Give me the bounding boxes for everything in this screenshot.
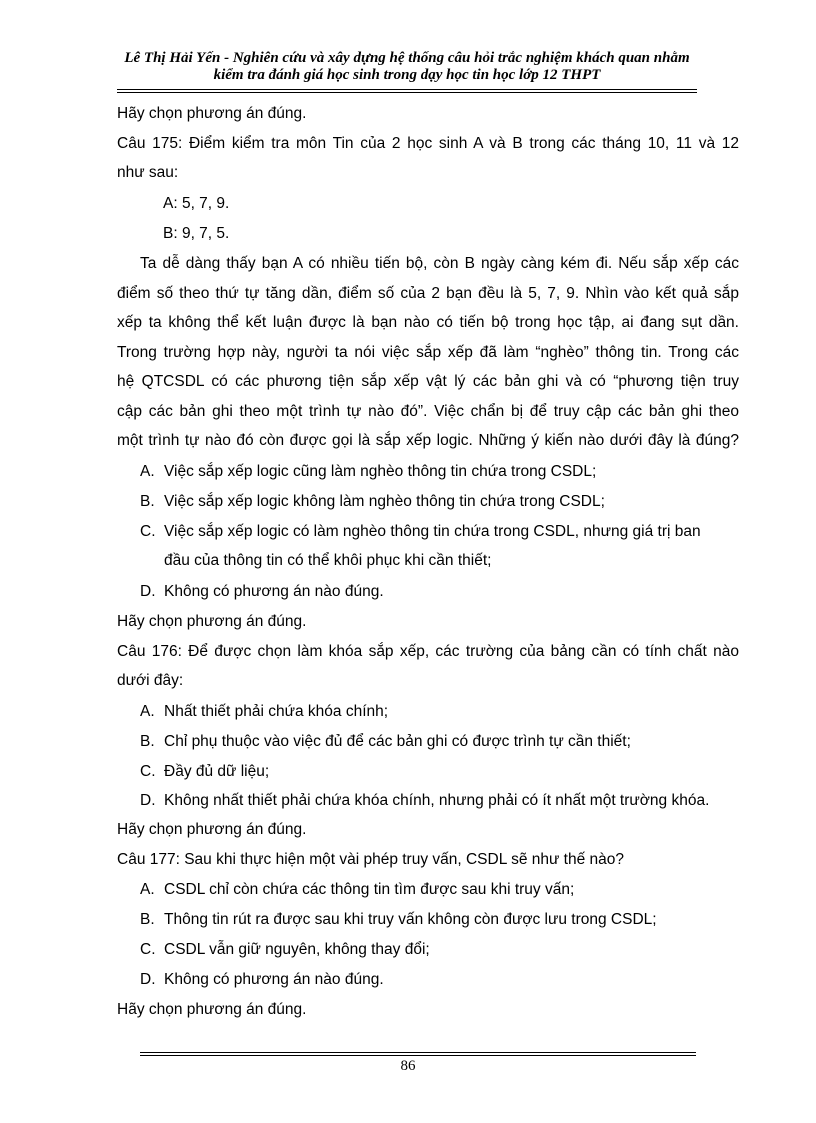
option-175-b	[140, 492, 762, 512]
paragraph-line: cập các bản ghi theo một trình tự nào đó”. Việc chẩn bị để truy cập các bản ghi theo	[117, 403, 739, 420]
option-175-c	[140, 522, 762, 542]
footer-rule	[140, 1052, 696, 1056]
option-175-d	[140, 582, 762, 602]
option-label: C.	[140, 941, 156, 958]
question-177-text: Câu 177: Sau khi thực hiện một vài phép truy vấn, CSDL sẽ như thế nào?	[117, 851, 625, 868]
paragraph-line: Ta dễ dàng thấy bạn A có nhiều tiến bộ, còn B ngày càng kém đi. Nếu sắp xếp các	[140, 255, 739, 272]
question-176-text: Câu 176: Để được chọn làm khóa sắp xếp, các trường của bảng cần có tính chất nào	[117, 643, 739, 660]
paragraph-line: điểm số theo thứ tự tăng dần, điểm số của 2 bạn đều là 5, 7, 9. Nhìn vào kết quả sắp	[117, 285, 739, 302]
option-text: Không có phương án nào đúng.	[164, 583, 384, 600]
score-b: B: 9, 7, 5.	[163, 225, 230, 242]
header-line-1: Lê Thị Hải Yến - Nghiên cứu và xây dựng hệ thống câu hỏi trắc nghiệm khách quan nhằm	[124, 50, 690, 66]
option-176-a	[140, 702, 762, 722]
score-a: A: 5, 7, 9.	[163, 195, 230, 212]
option-177-a	[140, 880, 762, 900]
paragraph-line: một trình tự nào đó còn được gọi là sắp xếp logic. Những ý kiến nào dưới đây là đúng?	[117, 432, 739, 449]
option-text: Đầy đủ dữ liệu;	[164, 763, 270, 780]
question-175-text: Câu 175: Điểm kiểm tra môn Tin của 2 học sinh A và B trong các tháng 10, 11 và 12	[117, 135, 739, 152]
option-label: B.	[140, 911, 155, 928]
option-label: D.	[140, 792, 156, 809]
option-177-d	[140, 970, 762, 990]
option-text: Việc sắp xếp logic không làm nghèo thông tin chứa trong CSDL;	[164, 493, 605, 510]
instruction-line: Hãy chọn phương án đúng.	[117, 105, 307, 122]
option-175-c-cont: đầu của thông tin có thể khôi phục khi cần thiết;	[164, 552, 492, 569]
option-176-b	[140, 732, 762, 752]
paragraph-line: xếp ta không thể kết luận được là bạn nào có tiến bộ trong học tập, ai đang sụt dần.	[117, 314, 739, 331]
paragraph-line: hệ QTCSDL có các phương tiện sắp xếp vật lý các bản ghi và có “phương tiện truy	[117, 373, 739, 390]
option-text: Thông tin rút ra được sau khi truy vấn không còn được lưu trong CSDL;	[164, 911, 657, 928]
instruction-line: Hãy chọn phương án đúng.	[117, 821, 307, 838]
option-label: A.	[140, 463, 155, 480]
option-177-b	[140, 910, 762, 930]
option-label: C.	[140, 763, 156, 780]
option-label: D.	[140, 583, 156, 600]
header-line-2: kiểm tra đánh giá học sinh trong dạy học tin học lớp 12 THPT	[213, 67, 601, 83]
question-176-text-cont: dưới đây:	[117, 672, 184, 689]
option-text: Chỉ phụ thuộc vào việc đủ để các bản ghi có được trình tự cần thiết;	[164, 733, 631, 750]
option-text: Không có phương án nào đúng.	[164, 971, 384, 988]
paragraph-line: Trong trường hợp này, người ta nói việc sắp xếp đã làm “nghèo” thông tin. Trong các	[117, 344, 739, 361]
page-header	[117, 50, 697, 84]
option-175-a	[140, 462, 762, 482]
question-175-text-cont: như sau:	[117, 164, 179, 181]
option-text: CSDL chỉ còn chứa các thông tin tìm được sau khi truy vấn;	[164, 881, 575, 898]
option-label: A.	[140, 703, 155, 720]
header-rule	[117, 89, 697, 93]
instruction-line: Hãy chọn phương án đúng.	[117, 1001, 307, 1018]
option-text: Không nhất thiết phải chứa khóa chính, nhưng phải có ít nhất một trường khóa.	[164, 792, 710, 809]
option-label: D.	[140, 971, 156, 988]
option-text: Nhất thiết phải chứa khóa chính;	[164, 703, 389, 720]
page-number: 86	[400, 1058, 416, 1074]
option-label: C.	[140, 523, 156, 540]
option-text: CSDL vẫn giữ nguyên, không thay đổi;	[164, 941, 430, 958]
option-label: B.	[140, 493, 155, 510]
option-176-c	[140, 762, 762, 782]
option-176-d	[140, 791, 762, 811]
instruction-line: Hãy chọn phương án đúng.	[117, 613, 307, 630]
option-label: B.	[140, 733, 155, 750]
option-label: A.	[140, 881, 155, 898]
option-177-c	[140, 940, 762, 960]
option-text: Việc sắp xếp logic có làm nghèo thông tin chứa trong CSDL, nhưng giá trị ban	[164, 523, 701, 540]
option-text: Việc sắp xếp logic cũng làm nghèo thông tin chứa trong CSDL;	[164, 463, 597, 480]
